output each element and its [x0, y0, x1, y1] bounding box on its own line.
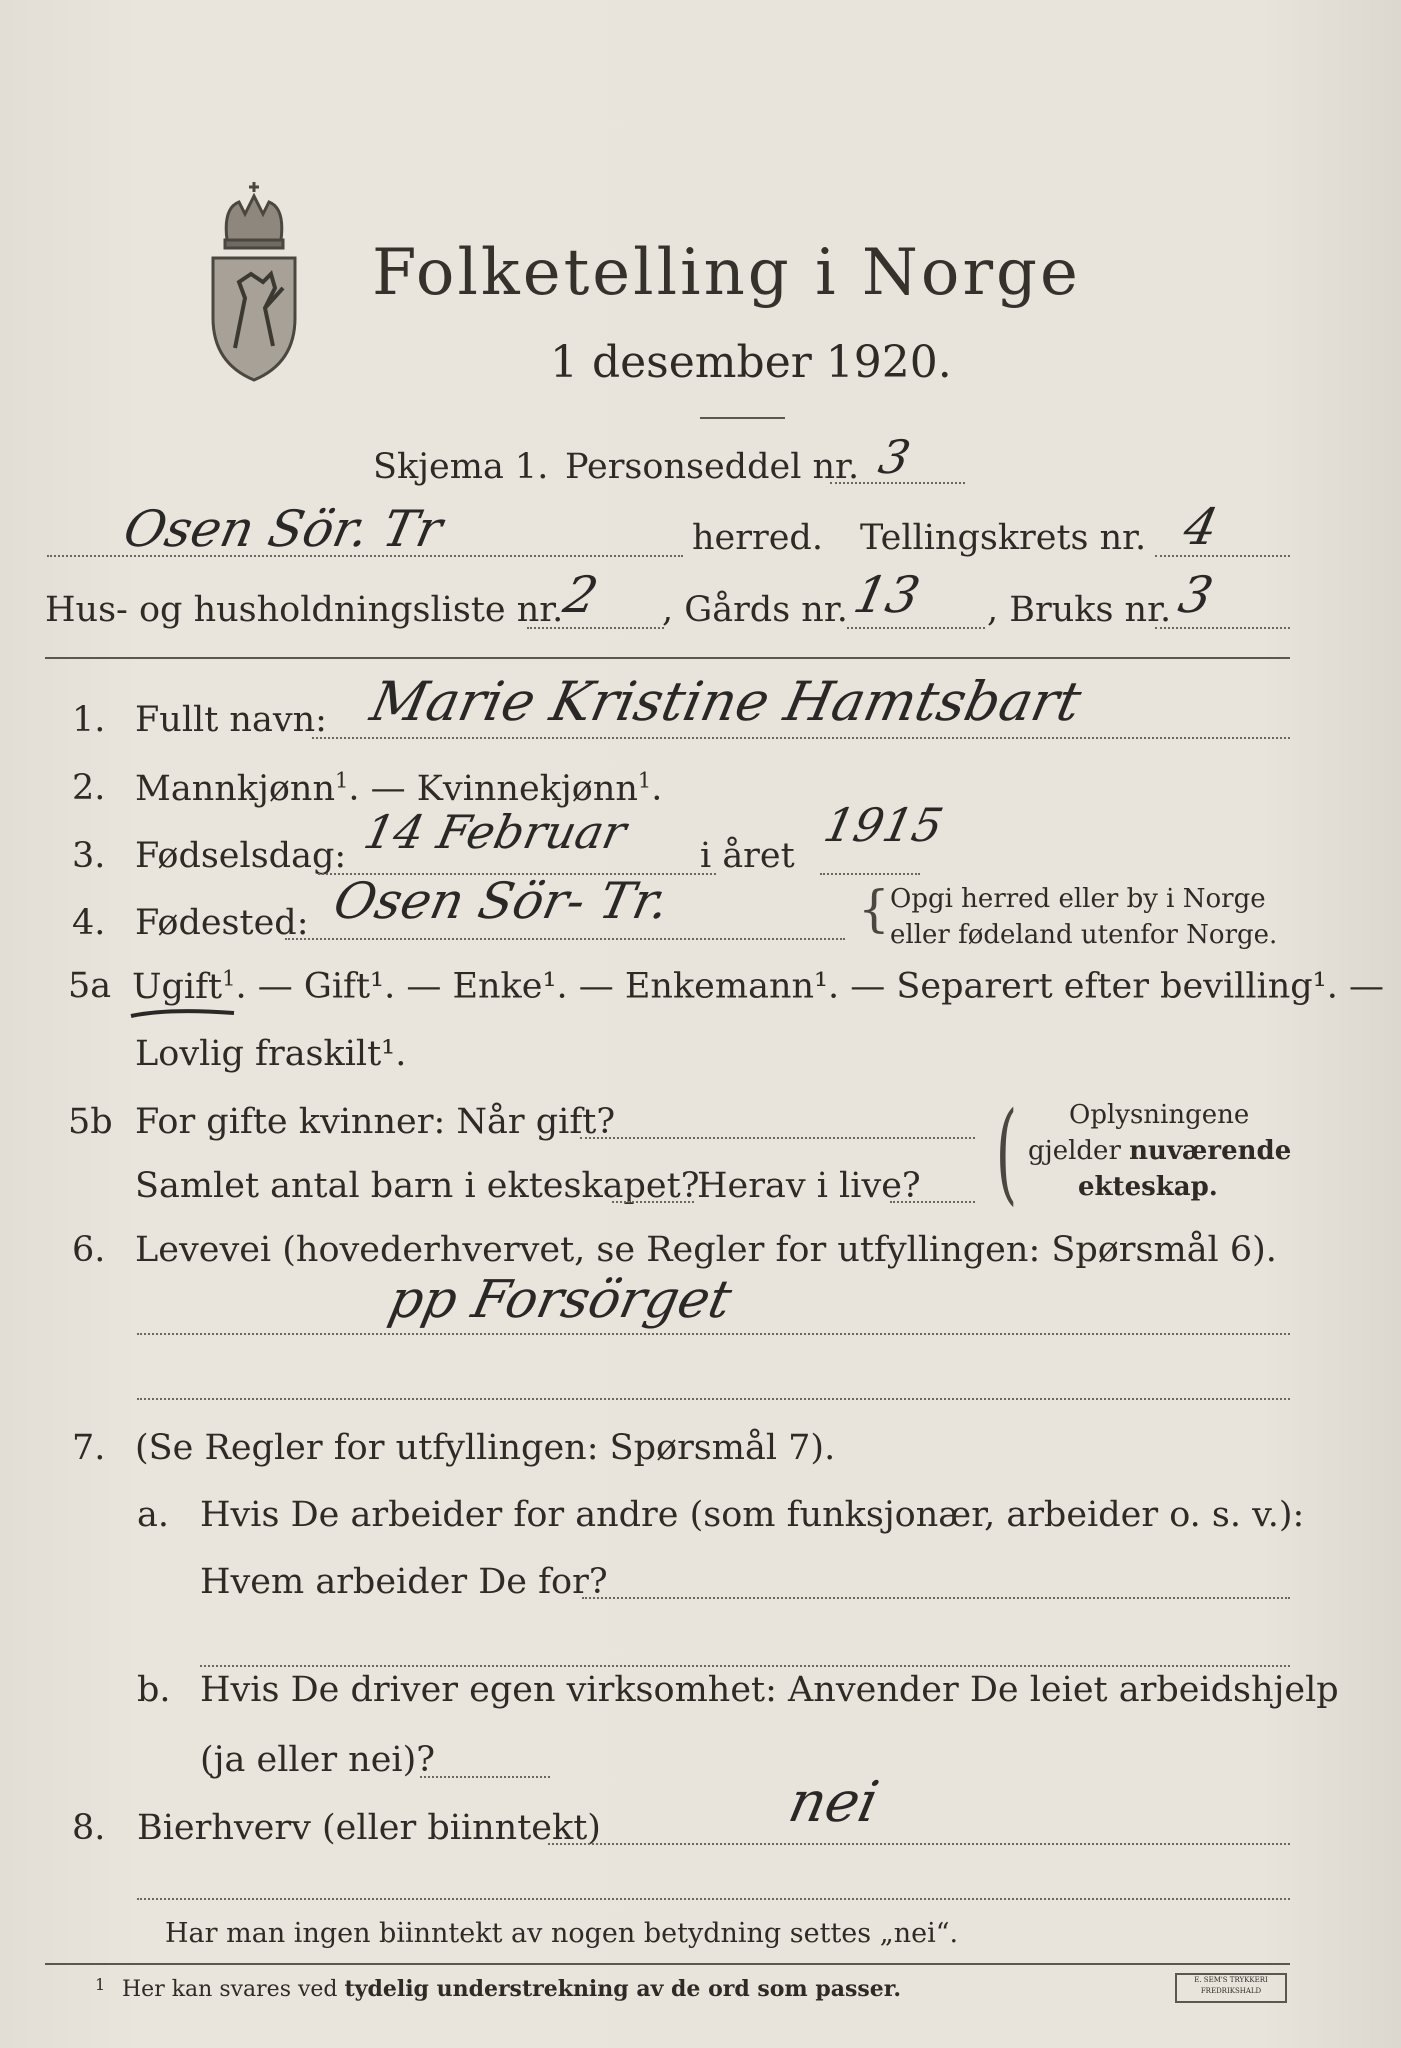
footer-divider [45, 1963, 1290, 1965]
q4-number: 4. [72, 903, 106, 943]
ugift-underline-mark [128, 1005, 238, 1021]
q8-number: 8. [72, 1808, 106, 1848]
q5b-number: 5b [68, 1102, 113, 1142]
q6-number: 6. [72, 1230, 106, 1270]
q6-label: Levevei (hovederhvervet, se Regler for utfyllingen: Spørsmål 6). [135, 1230, 1277, 1270]
tellingskrets-value: 4 [1178, 498, 1223, 556]
gards-label: , Gårds nr. [662, 590, 848, 630]
printer-mark: E. SEM'S TRYKKERI FREDRIKSHALD [1175, 1973, 1287, 2003]
q7a-letter: a. [137, 1495, 169, 1535]
q5a-number: 5a [68, 966, 112, 1006]
birthdate-value: 14 Februar [359, 805, 632, 859]
footnote-number: 1 [95, 1975, 106, 1994]
title-divider [700, 417, 785, 419]
header-divider [45, 657, 1290, 659]
occupation-field-2[interactable] [137, 1398, 1290, 1400]
q1-number: 1. [72, 700, 106, 740]
bruks-field[interactable] [1155, 627, 1290, 629]
q7a-label: Hvis De arbeider for andre (som funksjonær, arbeider o. s. v.): [200, 1495, 1305, 1535]
side-income-field[interactable] [548, 1843, 1290, 1845]
q1-label: Fullt navn: [135, 700, 327, 740]
birthplace-value: Osen Sör- Tr. [328, 872, 675, 930]
married-date-field[interactable] [580, 1137, 975, 1139]
coat-of-arms-icon [205, 178, 303, 383]
q5b-label-2: Samlet antal barn i ekteskapet? [135, 1166, 700, 1206]
year-label: i året [700, 836, 795, 876]
children-total-field[interactable] [612, 1201, 694, 1203]
employer-field-2[interactable] [200, 1665, 1290, 1667]
birthyear-field[interactable] [820, 873, 920, 875]
full-name-field[interactable] [312, 737, 1290, 739]
tellingskrets-label: Tellingskrets nr. [860, 518, 1147, 558]
q4-note-1: Opgi herred eller by i Norge [890, 884, 1266, 914]
herred-label: herred. [692, 518, 823, 558]
q3-number: 3. [72, 836, 106, 876]
footer-note: Har man ingen biinntekt av nogen betydning settes „nei“. [165, 1918, 959, 1949]
ugift-option[interactable]: Ugift$^1$ [132, 966, 236, 1007]
personseddel-value: 3 [874, 430, 916, 484]
q7a-label-2: Hvem arbeider De for? [200, 1562, 608, 1602]
birthyear-value: 1915 [819, 798, 948, 852]
q4-note-2: eller fødeland utenfor Norge. [890, 920, 1278, 950]
q5b-label-1: For gifte kvinner: Når gift? [135, 1102, 616, 1142]
q8-label: Bierhverv (eller biinntekt) [137, 1808, 601, 1848]
gards-value: 13 [848, 566, 925, 624]
q4-label: Fødested: [135, 903, 309, 943]
skjema-label: Skjema 1. [373, 447, 549, 487]
herred-value: Osen Sör. Tr [118, 500, 448, 558]
q5b-note-1: Oplysningene [1069, 1100, 1250, 1130]
full-name-value: Marie Kristine Hamtsbart [365, 670, 1087, 733]
q5a-text: Ugift$^1$. — Gift¹. — Enke¹. — Enkemann¹. — Separert efter bevilling¹. — [132, 966, 1384, 1007]
q5b-note-2: gjelder nuværende [1028, 1136, 1292, 1166]
q7b-letter: b. [137, 1670, 171, 1710]
side-income-value: nei [783, 1770, 885, 1835]
q4-brace: { [858, 880, 890, 938]
kvinnekjonn-option[interactable]: Kvinnekjønn$^1$ [416, 768, 652, 809]
hired-help-field[interactable] [420, 1776, 550, 1778]
bruks-label: , Bruks nr. [987, 590, 1172, 630]
tellingskrets-field[interactable] [1155, 555, 1290, 557]
bruks-value: 3 [1173, 566, 1218, 624]
personseddel-label: Personseddel nr. [565, 447, 860, 487]
q7-number: 7. [72, 1428, 106, 1468]
side-income-field-2[interactable] [137, 1898, 1290, 1900]
census-date: 1 desember 1920. [550, 337, 952, 388]
footnote-text: Her kan svares ved tydelig understrekning av de ord som passer. [122, 1976, 902, 2002]
q5b-brace: ( [995, 1088, 1018, 1216]
q7-label: (Se Regler for utfyllingen: Spørsmål 7). [135, 1428, 836, 1468]
children-alive-field[interactable] [890, 1201, 975, 1203]
form-title: Folketelling i Norge [372, 236, 1081, 310]
hus-value: 2 [558, 566, 603, 624]
hus-label: Hus- og husholdningsliste nr. [45, 590, 564, 630]
gards-field[interactable] [847, 627, 985, 629]
q7b-label: Hvis De driver egen virksomhet: Anvender De leiet arbeidshjelp [200, 1670, 1339, 1710]
q3-label: Fødselsdag: [135, 836, 347, 876]
q5b-note-3: ekteskap. [1078, 1172, 1218, 1202]
occupation-value: pp Forsörget [383, 1270, 737, 1330]
birthplace-field[interactable] [285, 938, 845, 940]
q2-text: Mannkjønn$^1$. — Kvinnekjønn$^1$. [135, 768, 663, 809]
q2-number: 2. [72, 768, 106, 808]
mannkjonn-option[interactable]: Mannkjønn$^1$ [135, 768, 349, 809]
employer-field[interactable] [582, 1597, 1290, 1599]
q5b-label-3: Herav i live? [697, 1166, 921, 1206]
q5a-line2: Lovlig fraskilt¹. [135, 1034, 407, 1074]
q7b-label-2: (ja eller nei)? [200, 1740, 436, 1780]
occupation-field[interactable] [137, 1333, 1290, 1335]
hus-field[interactable] [527, 627, 664, 629]
